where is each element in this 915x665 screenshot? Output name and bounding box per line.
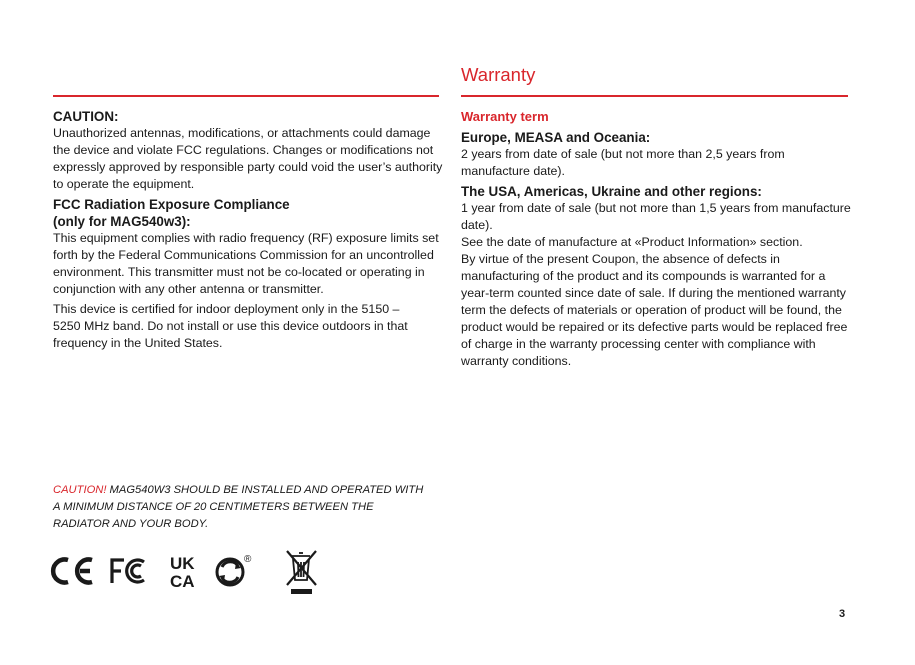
ukca-mark-icon xyxy=(170,554,195,591)
warranty-term-heading: Warranty term xyxy=(461,109,549,124)
fcc-heading-line-2: (only for MAG540w3): xyxy=(53,214,191,229)
europe-heading: Europe, MEASA and Oceania: xyxy=(461,130,651,145)
ce-mark-icon xyxy=(53,560,92,583)
caution-text: Unauthorized antennas, modifications, or attachments could damage the device and violate FCC regulations. Changes or modifications not expressly approved by responsible party could void the user’s authority to operate the equipment. xyxy=(53,126,443,191)
warranty-title: Warranty xyxy=(461,64,536,85)
caution-heading: CAUTION: xyxy=(53,109,119,124)
indoor-text: This device is certified for indoor deployment only in the 5150 – 5250 MHz band. Do not install or use this device outdoors in that frequency in the United States. xyxy=(53,302,408,350)
coupon-text: By virtue of the present Coupon, the absence of defects in manufacturing of the product and its compounds is warranted for a year-term counted since date of sale. If during the mentioned warranty term the defects of materials or operation of product will be found, the product would be repaired or its defective parts would be replaced free of charge in the warranty processing center with compliance with warranty conditions. xyxy=(461,252,848,368)
fcc-text: This equipment complies with radio frequency (RF) exposure limits set forth by the Federal Communications Commission for an uncontrolled environment. This transmitter must not be co-located or operating in conjunction with any other antenna or transmitter. xyxy=(53,231,439,296)
caution-note-text: MAG540W3 SHOULD BE INSTALLED AND OPERATED WITH A MINIMUM DISTANCE OF 20 CENTIMETERS BETWEEN THE RADIATOR AND YOUR BODY. xyxy=(53,484,424,530)
usa-heading: The USA, Americas, Ukraine and other regions: xyxy=(461,184,762,199)
marks-svg xyxy=(50,547,340,599)
fcc-heading xyxy=(53,196,445,230)
ukca-top-text: UK xyxy=(170,554,195,573)
weee-bin-icon xyxy=(287,551,316,594)
right-column xyxy=(461,108,853,370)
left-divider xyxy=(53,95,439,97)
registered-mark: ® xyxy=(244,554,252,565)
caution-note xyxy=(53,482,433,533)
fcc-heading-line-1: FCC Radiation Exposure Compliance xyxy=(53,197,290,212)
see-text: See the date of manufacture at «Product Information» section. xyxy=(461,235,803,249)
fcc-logo-icon xyxy=(112,560,144,583)
right-divider xyxy=(461,95,848,97)
green-dot-icon xyxy=(217,554,252,585)
europe-text: 2 years from date of sale (but not more than 2,5 years from manufacture date). xyxy=(461,147,785,178)
usa-text: 1 year from date of sale (but not more than 1,5 years from manufacture date). xyxy=(461,201,851,232)
certification-marks xyxy=(50,547,340,599)
page-number: 3 xyxy=(839,608,846,620)
ukca-bottom-text: CA xyxy=(170,572,195,591)
left-column xyxy=(53,108,445,352)
caution-note-label: CAUTION! xyxy=(53,484,107,496)
